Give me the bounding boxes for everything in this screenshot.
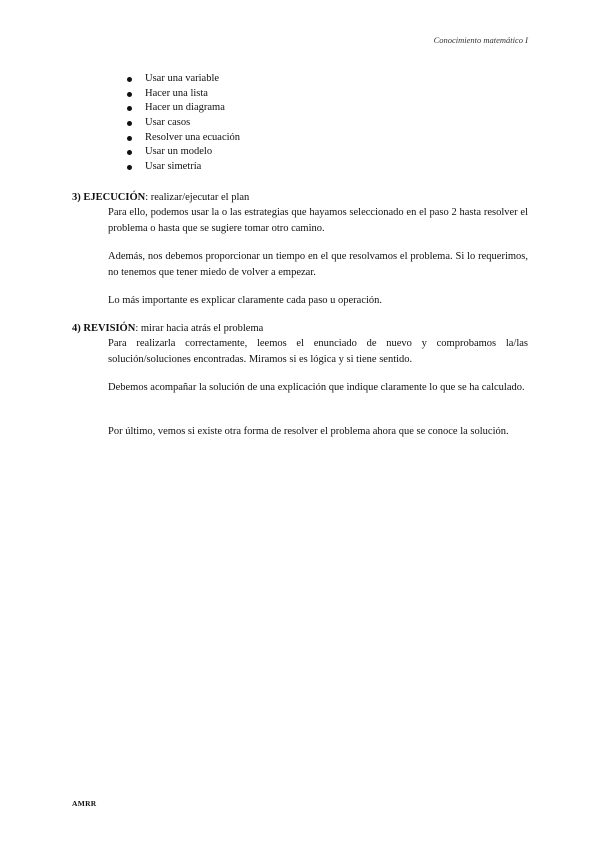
section-3-paragraph-3: Lo más importante es explicar claramente cada paso u operación. xyxy=(108,295,383,306)
bullet-icon xyxy=(127,92,132,97)
section-3-subtitle: : realizar/ejecutar el plan xyxy=(145,192,250,203)
list-item-label: Usar una variable xyxy=(145,73,220,84)
section-3-paragraph-1: Para ello, podemos usar la o las estrategias que hayamos seleccionado en el paso 2 hasta resolver el problema o hasta que se sugiere tomar otro camino. xyxy=(108,207,528,234)
section-4-paragraph-1: Para realizarla correctamente, leemos el enunciado de nuevo y comprobamos la/las solución/soluciones encontradas. Miramos si es lógica y si tiene sentido. xyxy=(108,338,528,365)
list-item-label: Hacer un diagrama xyxy=(145,102,225,114)
section-4-paragraph-3: Por último, vemos si existe otra forma de resolver el problema ahora que se conoce la solución. xyxy=(108,426,509,437)
page-footer: AMRR xyxy=(72,799,97,808)
bullet-icon xyxy=(127,150,132,155)
list-item xyxy=(127,116,240,131)
section-3-title xyxy=(72,191,249,205)
list-item xyxy=(127,101,240,116)
section-3-heading: 3) EJECUCIÓN xyxy=(72,192,146,203)
bullet-icon xyxy=(127,106,132,111)
section-3-paragraph-2: Además, nos debemos proporcionar un tiempo en el que resolvamos el problema. Si lo requerimos, no tenemos que tener miedo de volver a empezar. xyxy=(108,251,528,278)
section-4-subtitle: : mirar hacia atrás el problema xyxy=(135,323,264,334)
list-item xyxy=(127,131,240,146)
list-item-label: Resolver una ecuación xyxy=(145,131,241,143)
bullet-icon xyxy=(127,77,132,82)
list-item xyxy=(127,160,240,175)
list-item xyxy=(127,72,240,87)
list-item-label: Hacer una lista xyxy=(145,87,208,99)
list-item xyxy=(127,87,240,102)
section-4-paragraph-2: Debemos acompañar la solución de una explicación que indique claramente lo que se ha calculado. xyxy=(108,382,525,393)
section-4-title xyxy=(72,322,263,336)
list-item xyxy=(127,145,240,160)
bullet-icon xyxy=(127,165,132,170)
bullet-icon xyxy=(127,136,132,141)
list-item-label: Usar simetría xyxy=(145,161,202,173)
section-4-heading: 4) REVISIÓN xyxy=(72,323,136,334)
bullet-icon xyxy=(127,121,132,126)
strategy-list xyxy=(127,72,240,175)
list-item-label: Usar un modelo xyxy=(145,146,213,158)
list-item-label: Usar casos xyxy=(145,117,191,129)
page-header: Conocimiento matemático I xyxy=(433,35,528,45)
